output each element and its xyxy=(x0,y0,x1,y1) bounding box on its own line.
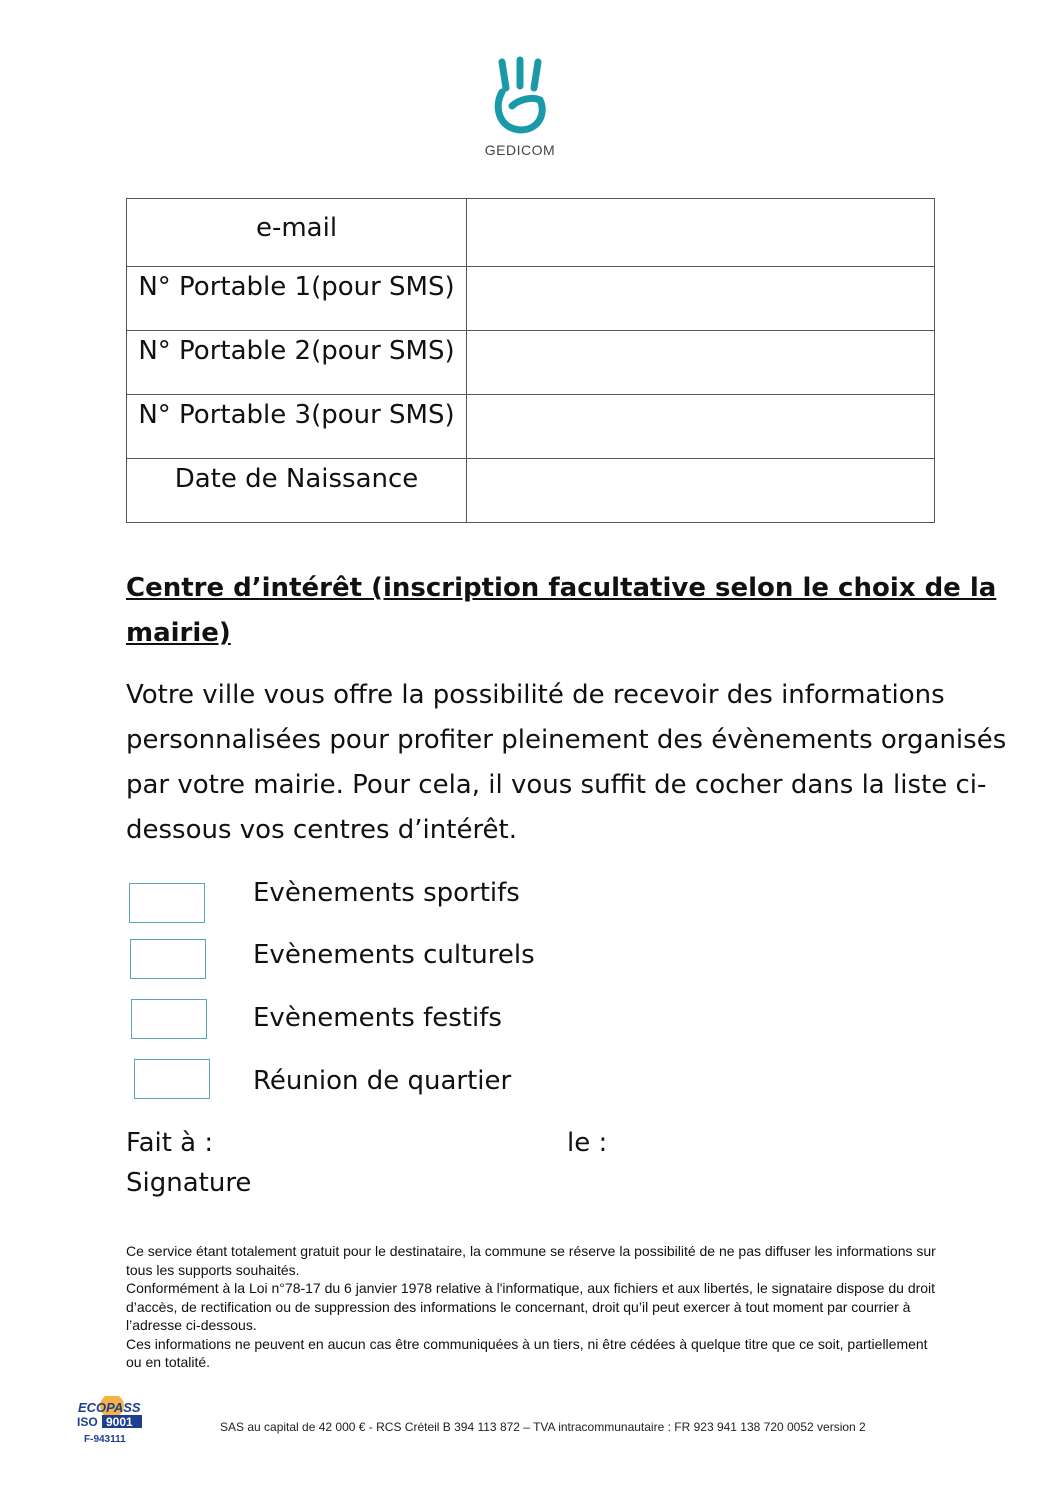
interests-intro: Votre ville vous offre la possibilité de recevoir des informations personnalisées pour profiter pleinement des évènements organisés par votre mairie. Pour cela, il vous suffit de cocher dans la liste ci-dessous vos centres d’intérêt. xyxy=(126,680,1007,845)
legal-paragraph: Conformément à la Loi n°78-17 du 6 janvier 1978 relative à l'informatique, aux fichiers et aux libertés, le signataire dispose du droit d’accès, de rectification ou de suppression des informations le concernant, droit qu’il peut exercer à tout moment par courrier à l’adresse ci-dessous. xyxy=(126,1280,936,1333)
legal-notice xyxy=(126,1242,938,1372)
iso-number-text: 9001 xyxy=(106,1415,133,1429)
checkbox-festifs[interactable] xyxy=(131,999,207,1039)
fait-a-label: Fait à : xyxy=(126,1128,214,1158)
legal-paragraph: Ce service étant totalement gratuit pour le destinataire, la commune se réserve la possibilité de ne pas diffuser les informations sur tous les supports souhaités. xyxy=(126,1243,936,1278)
iso-text: ISO xyxy=(77,1415,98,1429)
table-row xyxy=(127,267,935,331)
mobile-2-label: N° Portable 2(pour SMS) xyxy=(127,331,467,395)
ecopass-text: ECOPASS xyxy=(78,1400,141,1415)
ecopass-iso-logo xyxy=(76,1396,146,1448)
contact-form-table xyxy=(126,198,935,523)
certificate-number-text: F-943111 xyxy=(84,1434,126,1445)
mobile-1-label: N° Portable 1(pour SMS) xyxy=(127,267,467,331)
email-label: e-mail xyxy=(127,199,467,267)
interests-heading: Centre d’intérêt (inscription facultative selon le choix de la mairie) xyxy=(126,573,997,648)
mobile-1-field[interactable] xyxy=(467,267,935,331)
hand-logo-icon xyxy=(490,56,550,136)
label-sportifs: Evènements sportifs xyxy=(253,878,520,908)
company-footer: SAS au capital de 42 000 € - RCS Créteil B 394 113 872 – TVA intracommunautaire : FR 923 941 138 720 0052 version 2 xyxy=(220,1420,866,1434)
signature-label: Signature xyxy=(126,1168,252,1198)
mobile-3-label: N° Portable 3(pour SMS) xyxy=(127,395,467,459)
checkbox-sportifs[interactable] xyxy=(129,883,205,923)
label-quartier: Réunion de quartier xyxy=(253,1066,512,1096)
birthdate-field[interactable] xyxy=(467,459,935,523)
checkbox-quartier[interactable] xyxy=(134,1059,210,1099)
label-festifs: Evènements festifs xyxy=(253,1003,502,1033)
label-culturels: Evènements culturels xyxy=(253,940,535,970)
email-field[interactable] xyxy=(467,199,935,267)
table-row xyxy=(127,395,935,459)
table-row xyxy=(127,199,935,267)
logo-wordmark: GEDICOM xyxy=(484,142,556,158)
mobile-2-field[interactable] xyxy=(467,331,935,395)
table-row xyxy=(127,331,935,395)
mobile-3-field[interactable] xyxy=(467,395,935,459)
legal-paragraph: Ces informations ne peuvent en aucun cas être communiquées à un tiers, ni être cédées à quelque titre que ce soit, partiellement ou en totalité. xyxy=(126,1335,928,1370)
gedicom-logo xyxy=(478,56,562,168)
table-row xyxy=(127,459,935,523)
checkbox-culturels[interactable] xyxy=(130,939,206,979)
date-label: le : xyxy=(567,1128,608,1158)
birthdate-label: Date de Naissance xyxy=(127,459,467,523)
